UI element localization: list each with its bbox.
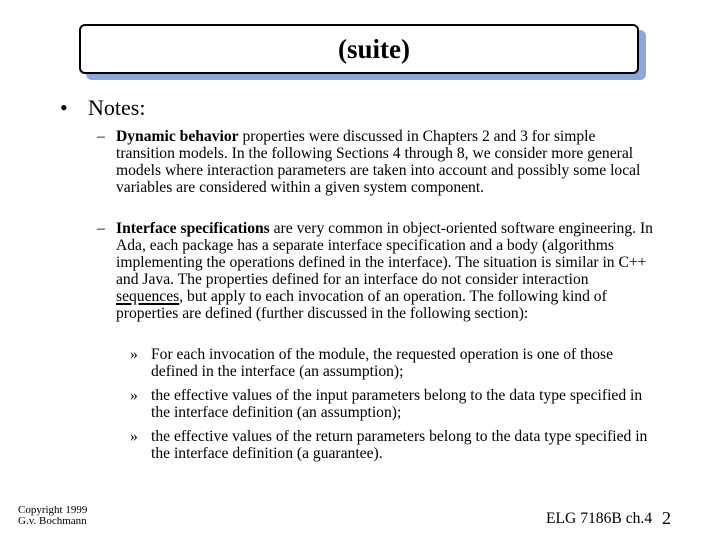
sub-item-text: For each invocation of the module, the requested operation is one of those defined in the interface (an assumption); (151, 346, 614, 380)
page-number: 2 (662, 508, 671, 528)
sub-item (130, 346, 650, 380)
note-item-dynamic-behavior (97, 128, 657, 196)
author-line: G.v. Bochmann (18, 515, 87, 527)
sub-item (130, 428, 650, 462)
note-item-text: properties were discussed in Chapters 2 and 3 for simple transition models. In the following Sections 4 through 8, we consider more general models where interaction parameters are taken into account and possibly some local variables are considered within a given system component. (116, 128, 641, 196)
dash-icon: – (97, 128, 105, 145)
double-chevron-icon: » (130, 346, 138, 363)
bullet-icon: • (60, 95, 68, 120)
note-item-interface-specifications (97, 220, 657, 322)
double-chevron-icon: » (130, 387, 138, 404)
sub-item-text: the effective values of the return parameters belong to the data type specified in the interface definition (a guarantee). (151, 428, 648, 462)
notes-label: Notes: (88, 95, 146, 120)
copyright-notice (18, 505, 87, 527)
dash-icon: – (97, 220, 105, 237)
sub-item (130, 387, 650, 421)
note-item-text: are very common in object-oriented software engineering. In Ada, each package has a separate interface specification and a body (algorithms implementing the operations defined in the interface). The situation is similar in C++ and Java. The properties defined for an interface do not consider interaction (116, 220, 653, 288)
course-label: ELG 7186B ch.4 (546, 510, 653, 527)
note-item-term: Dynamic behavior (116, 128, 239, 145)
notes-heading (60, 95, 145, 121)
title-box (79, 24, 639, 74)
underlined-word: sequences (116, 288, 180, 305)
note-item-term: Interface specifications (116, 220, 270, 237)
slide-title: (suite) (338, 33, 410, 64)
note-item-text-continued: , but apply to each invocation of an operation. The following kind of properties are defined (further discussed in the following section): (116, 288, 607, 322)
sub-item-text: the effective values of the input parameters belong to the data type specified in the interface definition (an assumption); (151, 387, 643, 421)
copyright-line: Copyright 1999 (18, 504, 88, 516)
double-chevron-icon: » (130, 428, 138, 445)
